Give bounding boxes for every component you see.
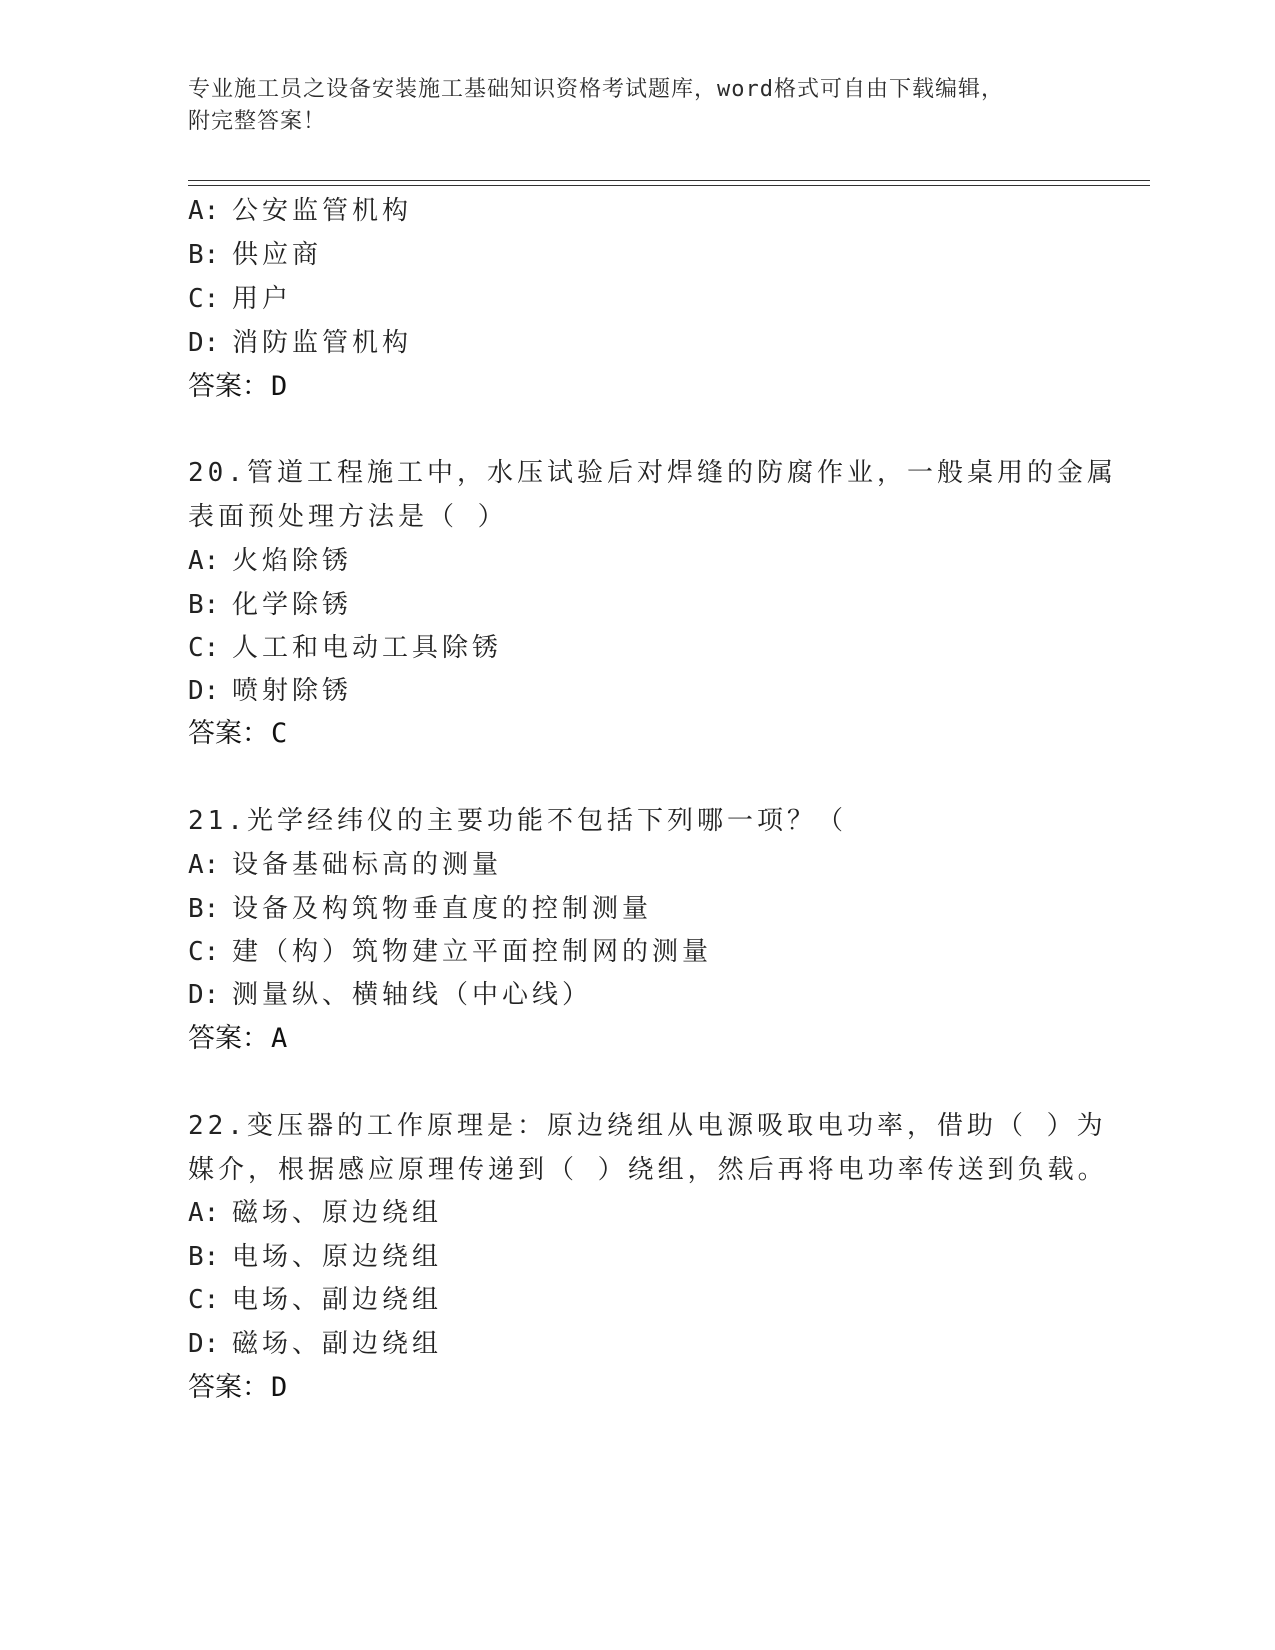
q22-stem-line-2: 媒介，根据感应原理传递到（ ）绕组，然后再将电功率传送到负载。: [188, 1155, 1108, 1185]
document-header: [188, 74, 1068, 138]
q20-option-a: A: 火焰除锈: [188, 546, 353, 576]
q19-answer: 答案：D: [188, 371, 288, 402]
q22-option-b: B: 电场、原边绕组: [188, 1242, 443, 1272]
q19-option-c: C: 用户: [188, 284, 293, 314]
q19-option-b: B: 供应商: [188, 240, 323, 270]
q22-stem-line-1: 22.变压器的工作原理是：原边绕组从电源吸取电功率，借助（ ）为: [188, 1111, 1107, 1141]
header-line-1: 专业施工员之设备安装施工基础知识资格考试题库，word格式可自由下载编辑，: [188, 77, 1004, 102]
q20-option-d: D: 喷射除锈: [188, 676, 353, 706]
header-divider-top: [188, 180, 1150, 181]
q22-answer: 答案：D: [188, 1372, 288, 1403]
q20-stem-line-2: 表面预处理方法是（ ）: [188, 502, 508, 532]
header-divider-bottom: [188, 185, 1150, 186]
q22-option-c: C: 电场、副边绕组: [188, 1285, 443, 1315]
q21-option-a: A: 设备基础标高的测量: [188, 850, 503, 880]
q20-answer: 答案：C: [188, 718, 288, 749]
q21-option-c: C: 建（构）筑物建立平面控制网的测量: [188, 937, 713, 967]
q19-option-a: A: 公安监管机构: [188, 196, 413, 226]
q21-option-d: D: 测量纵、横轴线（中心线）: [188, 980, 593, 1010]
q20-option-b: B: 化学除锈: [188, 590, 353, 620]
q21-answer: 答案：A: [188, 1023, 288, 1054]
q20-option-c: C: 人工和电动工具除锈: [188, 633, 503, 663]
q21-stem-line-1: 21.光学经纬仪的主要功能不包括下列哪一项？（: [188, 806, 847, 836]
q22-option-a: A: 磁场、原边绕组: [188, 1198, 443, 1228]
header-line-2: 附完整答案！: [188, 109, 327, 134]
q19-option-d: D: 消防监管机构: [188, 328, 413, 358]
q20-stem-line-1: 20.管道工程施工中，水压试验后对焊缝的防腐作业，一般桌用的金属: [188, 458, 1117, 488]
q21-option-b: B: 设备及构筑物垂直度的控制测量: [188, 894, 653, 924]
q22-option-d: D: 磁场、副边绕组: [188, 1329, 443, 1359]
